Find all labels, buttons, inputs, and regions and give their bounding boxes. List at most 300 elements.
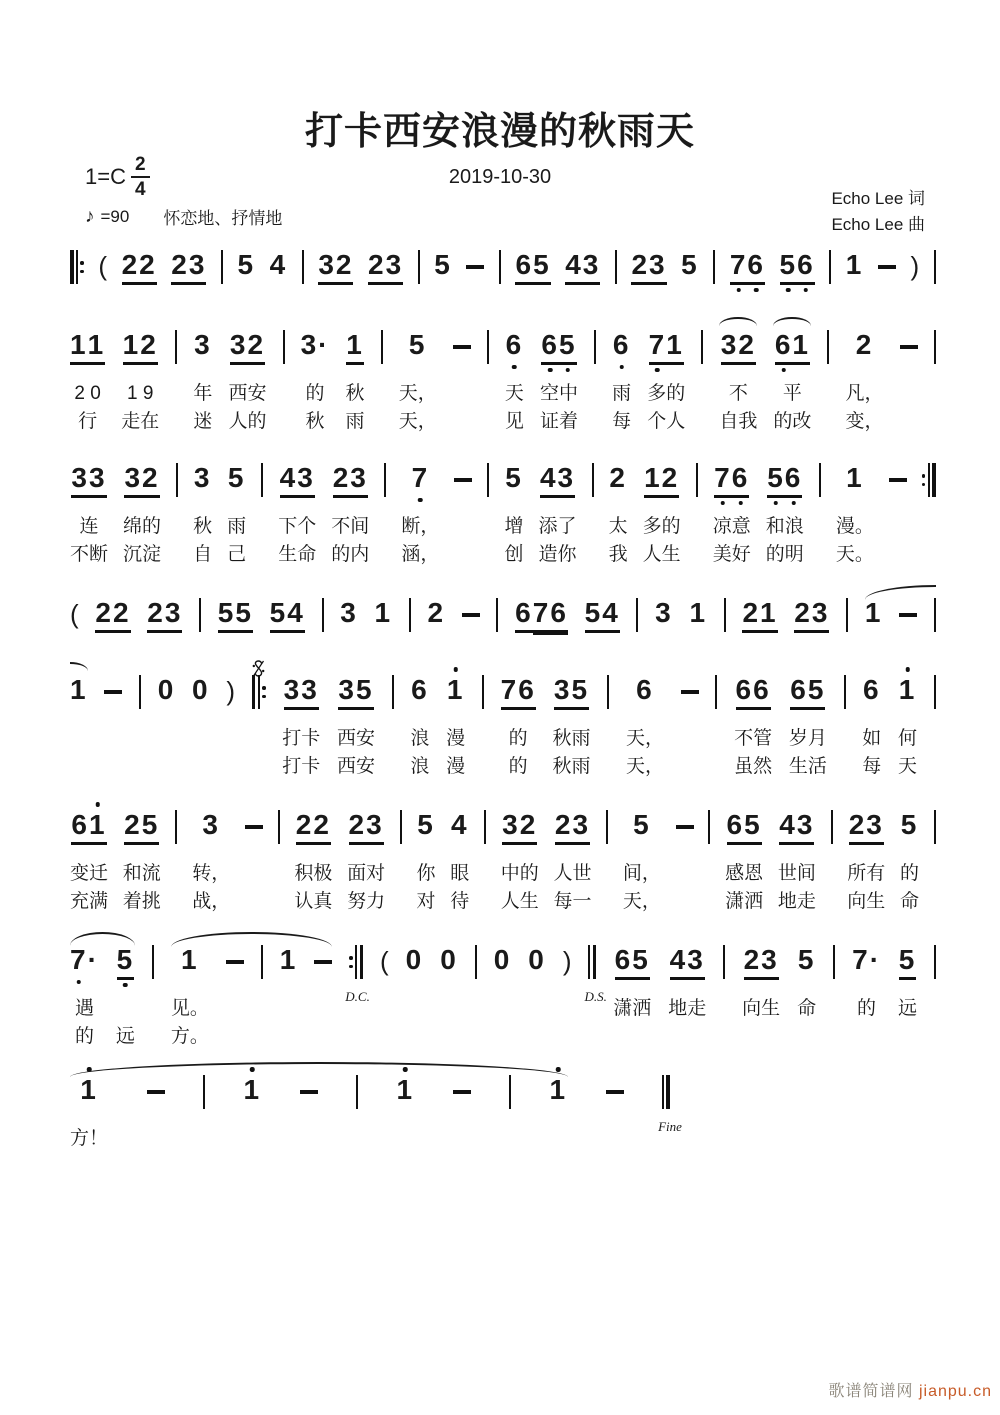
music-system [70,234,936,292]
lyric-syllable: 虽然 [734,756,773,777]
lyric-syllable: 向生 [847,891,886,912]
lyric-syllable: 打卡 [282,728,321,749]
lyric-syllable: 秋 [345,383,365,404]
lyric-syllable: 天， [625,728,664,749]
lyric-syllable: 的内 [331,544,370,565]
note-char: 3 [649,249,667,280]
note-char: 5 [217,597,236,628]
note-token [528,945,546,987]
note-char: 2 [112,597,131,628]
barline [418,250,420,284]
note-char: 3 [340,597,358,628]
lyric-syllable: 每一 [553,891,592,912]
note-token [171,250,206,292]
note-char: 6 [790,674,808,705]
lyric-syllable: 努力 [347,891,386,912]
note-char: 0 [157,674,176,705]
bar-token [584,945,607,1004]
note-char: 2 [631,249,650,280]
note-char: 7 [714,462,732,493]
bar-token [409,598,411,640]
repeat-begin [252,675,266,709]
repeat-dots [349,945,353,979]
note-char: 5 [505,462,523,493]
note-token [158,675,176,717]
note-group [202,810,220,840]
lyric-syllable: 西安 [228,383,267,404]
note-char: 5 [633,809,651,840]
note-char: 6 [518,674,536,705]
note-token [410,675,429,781]
note-group [636,675,654,705]
note-group [280,945,298,975]
note-char: 3 [761,944,779,975]
note-char: 1 [346,329,364,360]
barline [594,330,596,364]
lyric-syllable: 下个 [278,516,317,537]
barline [499,250,501,284]
bar-token [221,250,223,292]
note-char: 1 [374,597,393,628]
lyric-syllable: 自 [193,544,213,565]
note-char: 2 [848,809,867,840]
lyric-syllable: 的 [74,1026,94,1047]
note-char: 4 [565,249,583,280]
note-token [270,598,305,640]
note-token [397,1075,415,1117]
note-group [790,675,825,710]
lyric-syllable: 命 [900,891,920,912]
note-char: 5 [408,329,427,360]
bar-token [615,250,617,292]
bar-token [934,330,936,372]
note-char: 5 [571,674,590,705]
bar-token [203,1075,205,1117]
bar-token [302,250,304,292]
lyric-syllable: 见。 [170,998,209,1019]
lyric-syllable: 秋雨 [552,756,591,777]
bar-token [199,598,201,640]
barline [381,330,383,364]
note-token [399,330,437,436]
lyric-syllable: 远 [115,1026,135,1047]
lyric-syllable: 生命 [278,544,317,565]
barline [934,250,936,284]
lyric-syllable: 漫 [446,756,466,777]
note-char: 3 [553,674,572,705]
lyric-syllable: 地走 [668,998,707,1019]
note-group [397,1075,415,1105]
note-token [501,810,539,916]
barline [384,463,386,497]
lyric-syllable: 的 [508,756,528,777]
tie-arc [773,317,811,326]
note-group [613,330,631,360]
bar-token [696,463,698,505]
bar-token [261,945,263,987]
note-group [406,945,424,975]
lyric-syllable: 漫。 [835,516,874,537]
lyric-syllable: 不断 [70,544,109,565]
barline [203,1075,205,1109]
lyric-syllable: 方。 [170,1026,209,1047]
note-token [623,810,661,916]
barline [829,250,831,284]
note-group [158,675,176,705]
note-group [440,945,458,975]
lyric-syllable: 的改 [773,411,812,432]
note-group [70,330,105,365]
note-char: 7 [411,462,430,493]
barline [819,463,821,497]
note-char: 2 [140,329,158,360]
parenthesis: ) [226,676,235,706]
bar-token [827,330,829,372]
lyric-syllable: 绵的 [123,516,162,537]
note-group [194,463,212,493]
lyric-syllable: 雨 [345,411,365,432]
note-char: 1 [87,329,106,360]
note-char: 1 [70,674,88,705]
note-char: 1 [689,597,708,628]
bar-token [934,945,936,987]
note-token [95,598,130,640]
parenthesis: ( [70,599,79,629]
note-char: 2 [855,329,874,360]
lyric-syllable: 西安 [336,756,375,777]
lyric-syllable: 西安 [336,728,375,749]
bar-token [381,330,383,372]
note-token [647,330,685,436]
lyric-syllable: 方！ [70,1128,109,1149]
note-char: 7 [648,329,667,360]
bar-token [482,675,484,717]
music-system [70,794,936,916]
lyric-syllable: 天， [398,411,437,432]
parenthesis: ( [98,251,108,281]
note-group [447,675,465,705]
bar-token [658,1075,682,1134]
bar-token [418,250,420,292]
note-token [337,675,375,781]
note-token [719,330,757,436]
dash-note [454,463,472,497]
note-char: 3 [811,597,830,628]
lyric-syllable: 连 [79,516,99,537]
bar-token [833,945,835,987]
double-barline [588,945,596,979]
note-group [181,945,199,975]
note-group [124,463,159,498]
note-token [243,1075,261,1117]
note-token [226,675,235,717]
bar-token [484,810,486,852]
lyric-syllable: 向生 [742,998,781,1019]
note-group [863,675,881,705]
note-char: 6 [774,329,793,360]
note-token [380,945,389,987]
bar-token [475,945,477,987]
note-token [540,330,578,436]
dash-note [878,250,896,284]
bar-token [636,598,638,640]
note-token [427,598,445,640]
note-group [615,945,650,980]
bar-token [509,1075,511,1117]
lyric-syllable: 和流 [122,863,161,884]
note-char: 6 [515,249,534,280]
note-token [515,598,568,640]
note-char: 1 [666,329,684,360]
lyric-syllable: 充满 [70,891,109,912]
note-group [296,810,331,845]
note-token [766,463,804,569]
note-char: 7 [70,944,88,975]
lyric-syllable: 浪 [410,728,430,749]
lyric-syllable: 见 [504,411,524,432]
note-char: 5 [584,597,603,628]
note-token [734,675,772,781]
music-system [70,447,936,569]
note-token [655,598,673,640]
bar-token [846,598,848,640]
note-token [300,1075,318,1117]
note-char: 1 [279,944,298,975]
lyric-syllable: 间， [622,863,661,884]
note-char: 1 [846,462,864,493]
note-char: 2 [142,462,160,493]
note-char: 2 [427,597,446,628]
lyric-syllable: 1 9 [127,383,154,404]
note-token [565,250,600,292]
lyric-syllable: 迷 [193,411,213,432]
note-token [453,330,471,372]
note-group [899,675,917,705]
note-group [270,250,288,280]
eighth-note-icon: ♪ [85,205,95,227]
lyric-syllable: 沉淀 [123,544,162,565]
note-token [668,945,706,1051]
note-char: 2 [738,329,756,360]
note-token [606,1075,624,1117]
note-char: 1 [644,462,662,493]
note-char: 0 [528,944,546,975]
time-signature-denominator: 4 [134,179,146,200]
note-char: 1 [792,329,810,360]
lyric-syllable: 不管 [734,728,773,749]
note-token [347,810,385,916]
note-token [553,810,591,916]
sixteenth-beam [533,598,568,628]
note-char: 5 [269,597,288,628]
lyric-syllable: 变迁 [70,863,109,884]
note-token [539,463,577,569]
lyric-syllable: 变， [845,411,884,432]
lyric-syllable: 每 [862,756,882,777]
watermark-url[interactable]: jianpu.cn [918,1383,992,1400]
note-char: 3 [89,462,107,493]
note-group [71,463,106,498]
lyric-syllable: 感恩 [725,863,764,884]
time-signature [131,155,150,199]
note-char: 7 [729,249,748,280]
note-group [238,250,256,280]
lyric-syllable: 人生 [500,891,539,912]
note-group [124,810,159,845]
barline [176,463,178,497]
note-token [742,945,780,1051]
note-char: 2 [348,809,367,840]
lyric-syllable: 和浪 [765,516,804,537]
note-char: 3 [796,809,815,840]
note-group [192,675,210,705]
barline [175,810,177,844]
lyric-syllable: 太 [608,516,628,537]
note-group [865,598,883,628]
note-char: 3 [866,809,884,840]
lyric-syllable: 如 [862,728,882,749]
note-char: 3 [229,329,248,360]
note-token [453,1075,471,1117]
note-char: 6 [550,597,568,628]
note-group [541,330,576,365]
note-char: 3 [687,944,705,975]
bar-token [176,463,178,505]
note-char: 5 [417,809,435,840]
dash-note [453,1075,471,1109]
note-char: 5 [797,944,816,975]
note-group [349,810,384,845]
barline [139,675,141,709]
lyric-syllable: 增 [504,516,524,537]
music-system [70,929,936,1051]
barline [723,945,725,979]
note-group [194,330,212,360]
note-group [565,250,600,285]
note-token [193,330,212,436]
lyric-syllable: 你 [416,863,436,884]
note-group [775,330,810,365]
note-token [454,463,472,505]
note-char: 5 [898,944,917,975]
bar-token [384,463,386,505]
dash-note [900,330,918,364]
note-char: 6 [515,597,533,628]
note-token [878,250,896,292]
note-token [462,598,480,640]
note-char: 2 [171,249,189,280]
note-char: 0 [192,674,210,705]
note-token [504,463,523,569]
note-token [643,463,681,569]
note-char: 3 [338,674,356,705]
bar-token [356,1075,358,1117]
note-token [301,330,330,436]
note-token [910,250,919,292]
note-char: 6 [411,674,429,705]
note-char: 3 [124,462,143,493]
note-char: 2 [519,809,538,840]
note-token [713,463,751,569]
lyric-syllable: 天， [398,383,437,404]
note-token [318,250,353,292]
note-token [780,250,815,292]
note-group [346,330,364,365]
barline [701,330,703,364]
barline [696,463,698,497]
note-token [501,675,536,781]
barline [844,675,846,709]
lyric-syllable: 积极 [294,863,333,884]
barline [724,598,726,632]
note-char: 3 [301,674,319,705]
dash-note [314,945,332,979]
dash-note [462,598,480,632]
note-char: 2 [794,597,812,628]
note-group [649,330,684,365]
barline [400,810,402,844]
barline [199,598,201,632]
note-char: 6 [863,674,881,705]
barline [409,598,411,632]
note-token [346,330,365,436]
note-group [117,945,135,980]
note-token [417,810,436,916]
note-group [122,250,157,285]
barline [713,250,715,284]
note-token [70,598,79,640]
note-char: 5 [533,249,551,280]
note-char: 1 [80,1074,98,1105]
note-group [736,675,771,710]
note-token [676,810,694,852]
note-token [70,675,88,717]
note-token [226,945,244,987]
lyric-syllable: 己 [227,544,247,565]
note-char: 1 [396,1074,415,1105]
note-token [889,463,907,505]
lyric-syllable: 创 [504,544,524,565]
tempo-marking [85,204,282,229]
note-char: 4 [539,462,558,493]
note-token [689,598,707,640]
note-group [501,675,536,710]
barline [487,330,489,364]
bar-token [607,675,609,717]
note-char: 5 [807,674,826,705]
lyric-syllable: 人生 [642,544,681,565]
lyric-syllable: 断， [401,516,440,537]
note-token [116,945,135,1051]
barline [392,675,394,709]
ds-marking: D.S. [584,989,607,1004]
note-char: 4 [779,809,797,840]
tie-arc [171,932,332,947]
note-token [552,675,590,781]
lyric-syllable: 的 [508,728,528,749]
note-char: 5 [900,809,919,840]
bar-token [829,250,831,292]
note-group [434,250,452,280]
note-char: 2 [742,597,761,628]
barline [592,463,594,497]
note-group [585,598,620,633]
bar-token [592,463,594,505]
bar-token [283,330,285,372]
note-token [434,250,452,292]
note-char: 2 [147,597,165,628]
watermark [828,1378,992,1401]
